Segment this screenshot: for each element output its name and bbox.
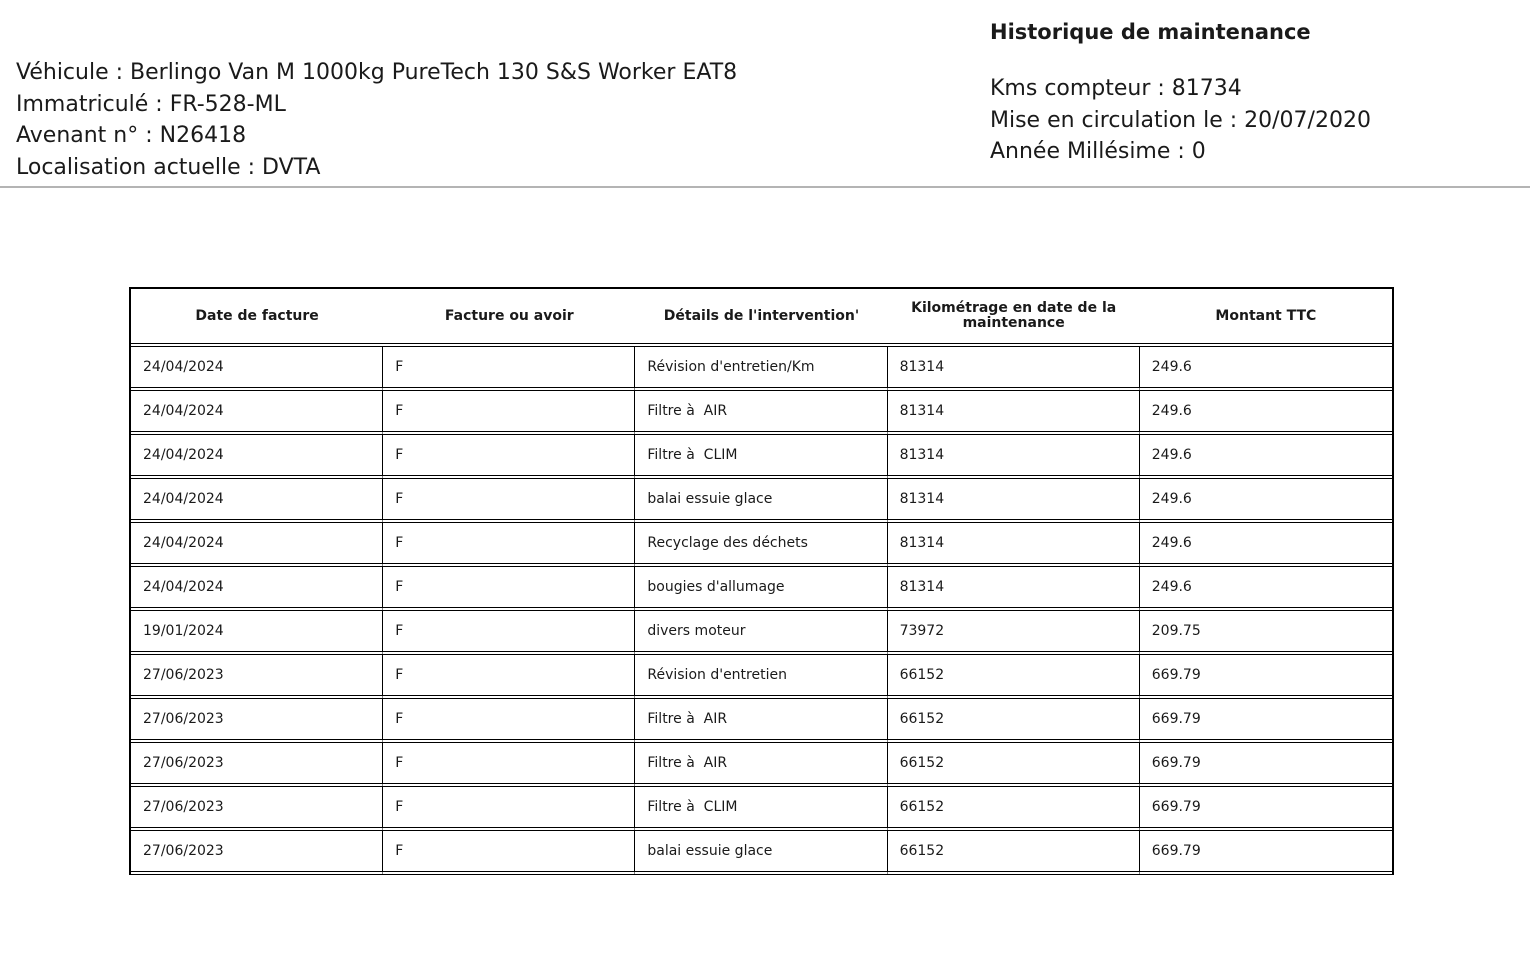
maintenance-table (129, 287, 1394, 875)
cell-amount: 669.79 (1140, 787, 1392, 831)
cell-mileage: 81314 (888, 523, 1140, 567)
maintenance-summary (990, 16, 1371, 168)
vehicle-registration: Immatriculé : FR-528-ML (16, 91, 286, 117)
cell-intervention: Révision d'entretien (635, 655, 887, 699)
table-row (131, 347, 1392, 391)
table-header-row (131, 289, 1392, 347)
cell-invoice-type: F (383, 655, 635, 699)
cell-intervention: Filtre à CLIM (635, 435, 887, 479)
registration-date: Mise en circulation le : 20/07/2020 (990, 107, 1371, 133)
cell-intervention: Recyclage des déchets (635, 523, 887, 567)
cell-invoice-date: 27/06/2023 (131, 699, 383, 743)
cell-intervention: Filtre à AIR (635, 699, 887, 743)
vehicle-model: Véhicule : Berlingo Van M 1000kg PureTech 130 S&S Worker EAT8 (16, 60, 738, 85)
cell-mileage: 66152 (888, 699, 1140, 743)
header-divider (0, 186, 1530, 188)
cell-invoice-type: F (383, 743, 635, 787)
cell-mileage: 73972 (888, 611, 1140, 655)
cell-invoice-type: F (383, 831, 635, 875)
table-row (131, 611, 1392, 655)
table-row (131, 699, 1392, 743)
cell-amount: 249.6 (1140, 435, 1392, 479)
column-header-invoice-date: Date de facture (131, 289, 383, 347)
cell-invoice-type: F (383, 611, 635, 655)
table-row (131, 523, 1392, 567)
cell-amount: 669.79 (1140, 699, 1392, 743)
cell-invoice-type: F (383, 787, 635, 831)
cell-amount: 209.75 (1140, 611, 1392, 655)
vehicle-amendment-number: Avenant n° : N26418 (16, 123, 247, 149)
table-row (131, 391, 1392, 435)
cell-invoice-type: F (383, 391, 635, 435)
cell-invoice-type: F (383, 435, 635, 479)
cell-invoice-type: F (383, 479, 635, 523)
cell-intervention: Filtre à AIR (635, 391, 887, 435)
cell-intervention: balai essuie glace (635, 831, 887, 875)
cell-invoice-date: 27/06/2023 (131, 787, 383, 831)
cell-invoice-type: F (383, 567, 635, 611)
cell-invoice-date: 24/04/2024 (131, 391, 383, 435)
cell-mileage: 66152 (888, 743, 1140, 787)
cell-amount: 249.6 (1140, 479, 1392, 523)
table-row (131, 479, 1392, 523)
cell-intervention: divers moteur (635, 611, 887, 655)
cell-mileage: 81314 (888, 347, 1140, 391)
cell-amount: 249.6 (1140, 567, 1392, 611)
cell-intervention: balai essuie glace (635, 479, 887, 523)
cell-amount: 669.79 (1140, 743, 1392, 787)
table-row (131, 831, 1392, 875)
column-header-invoice-or-credit: Facture ou avoir (383, 289, 635, 347)
table-row (131, 435, 1392, 479)
table-row (131, 787, 1392, 831)
model-year: Année Millésime : 0 (990, 139, 1206, 165)
cell-invoice-date: 27/06/2023 (131, 743, 383, 787)
vehicle-info (16, 57, 737, 184)
cell-invoice-date: 24/04/2024 (131, 479, 383, 523)
cell-invoice-type: F (383, 699, 635, 743)
cell-mileage: 66152 (888, 831, 1140, 875)
cell-invoice-type: F (383, 347, 635, 391)
cell-amount: 249.6 (1140, 523, 1392, 567)
table-row (131, 743, 1392, 787)
column-header-intervention-details: Détails de l'intervention' (635, 289, 887, 347)
cell-intervention: bougies d'allumage (635, 567, 887, 611)
table-row (131, 655, 1392, 699)
vehicle-location: Localisation actuelle : DVTA (16, 155, 321, 181)
cell-intervention: Révision d'entretien/Km (635, 347, 887, 391)
cell-invoice-date: 24/04/2024 (131, 567, 383, 611)
odometer-reading: Kms compteur : 81734 (990, 76, 1242, 101)
table-row (131, 567, 1392, 611)
column-header-mileage: Kilométrage en date de la maintenance (888, 289, 1140, 347)
cell-amount: 669.79 (1140, 655, 1392, 699)
cell-mileage: 66152 (888, 787, 1140, 831)
cell-amount: 249.6 (1140, 391, 1392, 435)
table-body (131, 347, 1392, 875)
cell-invoice-date: 27/06/2023 (131, 831, 383, 875)
cell-invoice-date: 27/06/2023 (131, 655, 383, 699)
cell-mileage: 81314 (888, 567, 1140, 611)
cell-intervention: Filtre à CLIM (635, 787, 887, 831)
cell-invoice-date: 24/04/2024 (131, 523, 383, 567)
cell-intervention: Filtre à AIR (635, 743, 887, 787)
cell-mileage: 66152 (888, 655, 1140, 699)
cell-amount: 249.6 (1140, 347, 1392, 391)
cell-invoice-date: 19/01/2024 (131, 611, 383, 655)
cell-mileage: 81314 (888, 479, 1140, 523)
cell-mileage: 81314 (888, 391, 1140, 435)
page-title: Historique de maintenance (990, 20, 1311, 44)
cell-invoice-type: F (383, 523, 635, 567)
cell-amount: 669.79 (1140, 831, 1392, 875)
column-header-amount: Montant TTC (1140, 289, 1392, 347)
cell-mileage: 81314 (888, 435, 1140, 479)
cell-invoice-date: 24/04/2024 (131, 347, 383, 391)
cell-invoice-date: 24/04/2024 (131, 435, 383, 479)
